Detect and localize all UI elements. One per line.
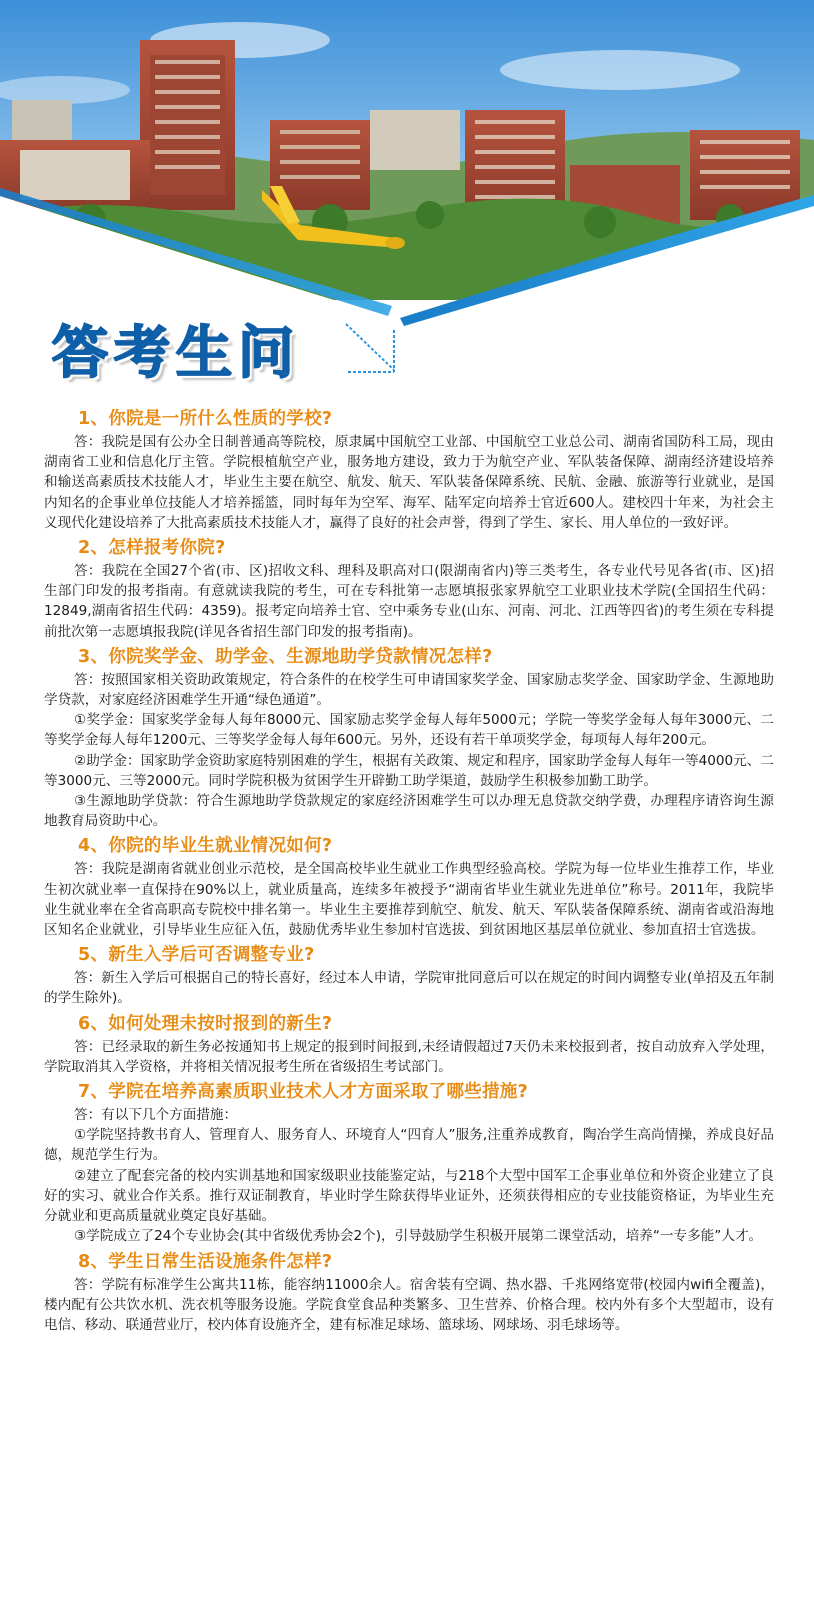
question-1: 1、你院是一所什么性质的学校? xyxy=(78,409,333,429)
answer-paragraph: 答：我院是湖南省就业创业示范校，是全国高校毕业生就业工作典型经验高校。学院为每一位毕业生推荐工作，毕业生初次就业率一直保持在90%以上，就业质量高，连续多年被授予“湖南省毕业生就业先进单位”称号。2011年，我院毕业生就业率在全省高职高专院校中排名第一。毕业生主要推荐到航空、航发、航天、军队装备保障系统、湖南省或沿海地区知名企业就业，引导毕业生应征入伍，鼓励优秀毕业生参加村官选拔、到贫困地区基层单位就业、参加直招士官选拔。 xyxy=(44,861,774,939)
page-title xyxy=(52,318,372,394)
faq-item-1 xyxy=(44,407,774,533)
answer-paragraph: 答：我院在全国27个省(市、区)招收文科、理科及职高对口(限湖南省内)等三类考生，各专业代号见各省(市、区)招生部门印发的报考指南。有意就读我院的考生，可在专科批第一志愿填报张家界航空工业职业技术学院(全国招生代码：12849,湖南省招生代码：4359)。报考定向培养士官、空中乘务专业(山东、河南、河北、江西等四省)的考生须在专科提前批次第一志愿填报我院(详见各省招生部门印发的报考指南)。 xyxy=(44,563,774,640)
answer-paragraph: 答：我院是国有公办全日制普通高等院校，原隶属中国航空工业部、中国航空工业总公司、湖南省国防科工局，现由湖南省工业和信息化厅主管。学院根植航空产业，服务地方建设，致力于为航空产业、军队装备保障、湖南经济建设培养和输送高素质技术技能人才，毕业生主要在航空、航发、航天、军队装备保障系统、民航、金融、旅游等行业就业，是国内知名的企事业单位技能人才培养摇篮，同时每年为空军、海军、陆军定向培养士官近600人。建校四十年来，为社会主义现代化建设培养了大批高素质技术技能人才，赢得了良好的社会声誉，得到了学生、家长、用人单位的一致好评。 xyxy=(44,434,774,531)
question-6: 6、如何处理未按时报到的新生? xyxy=(78,1013,333,1034)
question-4: 4、你院的毕业生就业情况如何? xyxy=(78,836,333,857)
question-7: 7、学院在培养高素质职业技术人才方面采取了哪些措施? xyxy=(78,1082,529,1103)
answer-paragraph: ③学院成立了24个专业协会(其中省级优秀协会2个)，引导鼓励学生积极开展第二课堂活动，培养“一专多能”人才。 xyxy=(74,1228,763,1245)
answer-paragraph: 答：有以下几个方面措施： xyxy=(74,1107,238,1124)
answer-paragraph: ①学院坚持教书育人、管理育人、服务育人、环境育人“四育人”服务,注重养成教育，陶冶学生高尚情操，养成良好品德，规范学生行为。 xyxy=(44,1127,774,1164)
faq-item-4 xyxy=(44,834,774,940)
answer-paragraph: 答：已经录取的新生务必按通知书上规定的报到时间报到,未经请假超过7天仍未来校报到者，按自动放弃入学处理，学院取消其入学资格，并将相关情况报考生所在省级招生考试部门。 xyxy=(44,1038,774,1075)
faq-item-6 xyxy=(44,1012,774,1077)
campus-photo-banner xyxy=(0,0,814,330)
faq-item-7 xyxy=(44,1080,774,1246)
answer-paragraph: 答：学院有标准学生公寓共11栋，能容纳11000余人。宿舍装有空调、热水器、千兆网络宽带(校园内wifi全覆盖)，楼内配有公共饮水机、洗衣机等服务设施。学院食堂食品种类繁多、卫生营养、价格合理。校内外有多个大型超市，设有电信、移动、联通营业厅，校内体育设施齐全，建有标准足球场、篮球场、网球场、羽毛球场等。 xyxy=(44,1276,774,1333)
question-5: 5、新生入学后可否调整专业? xyxy=(78,945,315,966)
answer-paragraph: 答：按照国家相关资助政策规定，符合条件的在校学生可申请国家奖学金、国家励志奖学金、国家助学金、生源地助学贷款，对家庭经济困难学生开通“绿色通道”。 xyxy=(44,671,774,709)
question-8: 8、学生日常生活设施条件怎样? xyxy=(78,1251,333,1272)
answer-paragraph: ②助学金：国家助学金资助家庭特别困难的学生，根据有关政策、规定和程序，国家助学金每人每年一等4000元、二等3000元、三等2000元。同时学院积极为贫困学生开辟勤工助学渠道，鼓励学生积极参加勤工助学。 xyxy=(44,752,774,789)
faq-item-8 xyxy=(44,1250,774,1336)
faq-list xyxy=(44,404,774,1335)
answer-paragraph: ③生源地助学贷款：符合生源地助学贷款规定的家庭经济困难学生可以办理无息贷款交纳学费，办理程序请咨询生源地教育局资助中心。 xyxy=(44,793,774,830)
answer-paragraph: ①奖学金：国家奖学金每人每年8000元、国家励志奖学金每人每年5000元；学院一等奖学金每人每年3000元、二等奖学金每人每年1200元、三等奖学金每人每年600元。另外，还设有若干单项奖学金，每项每人每年200元。 xyxy=(44,712,774,749)
answer-paragraph: ②建立了配套完备的校内实训基地和国家级职业技能鉴定站，与218个大型中国军工企事业单位和外资企业建立了良好的实习、就业合作关系。推行双证制教育，毕业时学生除获得毕业证外，还须获得相应的专业技能资格证，为毕业生充分就业和更高质量就业奠定良好基础。 xyxy=(44,1167,774,1225)
page-title-text: 答考生问 xyxy=(52,321,300,386)
answer-paragraph: 答：新生入学后可根据自己的特长喜好，经过本人申请，学院审批同意后可以在规定的时间内调整专业(单招及五年制的学生除外)。 xyxy=(44,970,774,1007)
faq-item-3 xyxy=(44,645,774,832)
arrow-down-right-icon xyxy=(344,322,400,376)
faq-item-5 xyxy=(44,943,774,1008)
faq-item-2 xyxy=(44,536,774,642)
question-2: 2、怎样报考你院? xyxy=(78,538,226,559)
question-3: 3、你院奖学金、助学金、生源地助学贷款情况怎样? xyxy=(78,646,493,667)
